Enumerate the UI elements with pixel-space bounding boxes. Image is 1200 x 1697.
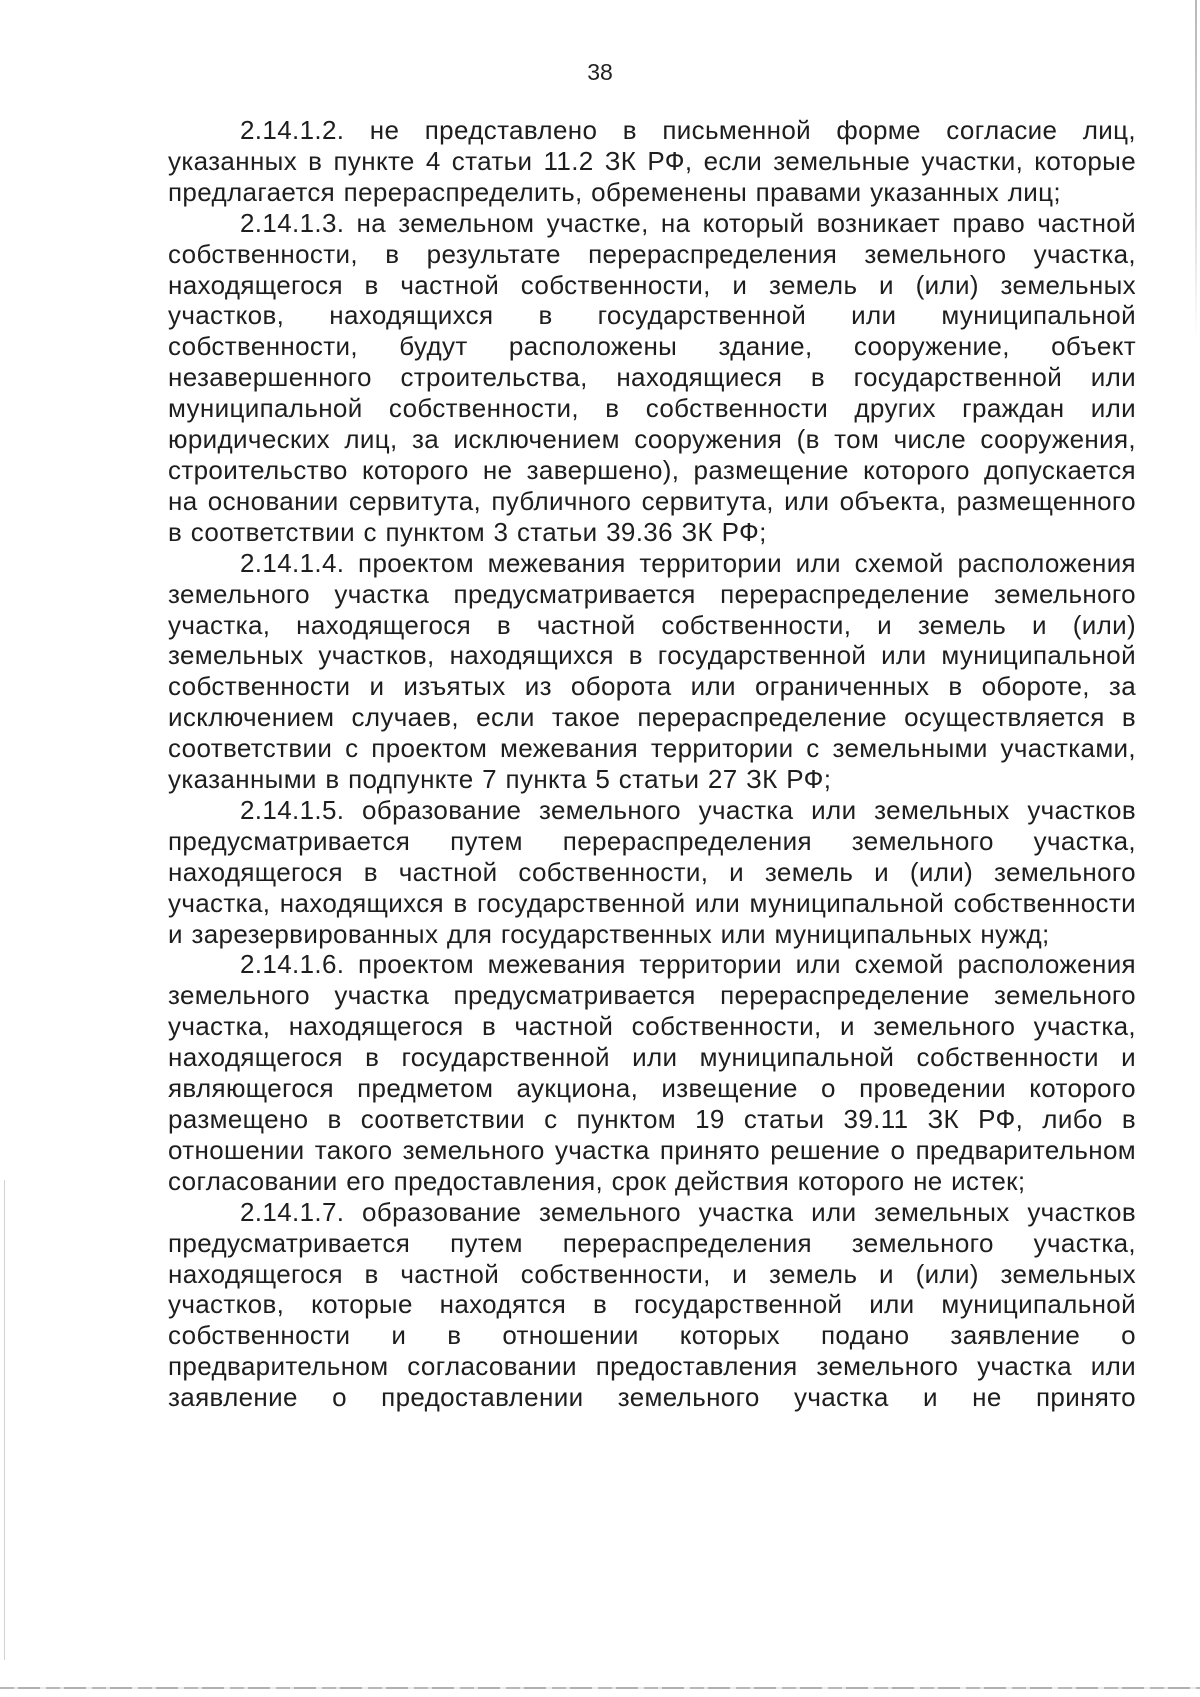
paragraph-2-14-1-5: 2.14.1.5. образование земельного участка или земельных участков предусматривается путем перераспределения земельного участка, находящегося в частной собственности, и земель и (или) земельного участка, находящихся в государственной или муниципальной собственности и зарезервированных для государственных или муниципальных нужд; (168, 794, 1136, 949)
paragraph-2-14-1-3: 2.14.1.3. на земельном участке, на который возникает право частной собственности, в результате перераспределения земельного участка, находящегося в частной собственности, и земель и (или) земельных участков, находящихся в государственной или муниципальной собственности, будут расположены здание, сооружение, объект незавершенного строительства, находящиеся в государственной или муниципальной собственности, в собственности других граждан или юридических лиц, за исключением сооружения (в том числе сооружения, строительство которого не завершено), размещение которого допускается на основании сервитута, публичного сервитута, или объекта, размещенного в соответствии с пунктом 3 статьи 39.36 ЗК РФ; (168, 207, 1136, 547)
scan-edge-artifact (4, 1180, 5, 1660)
paragraph-2-14-1-2: 2.14.1.2. не представлено в письменной форме согласие лиц, указанных в пункте 4 статьи 11.2 ЗК РФ, если земельные участки, которые предлагается перераспределить, обременены правами указанных лиц; (168, 115, 1136, 207)
paragraph-2-14-1-4: 2.14.1.4. проектом межевания территории или схемой расположения земельного участка предусматривается перераспределение земельного участка, находящегося в частной собственности, и земель и (или) земельных участков, находящихся в государственной или муниципальной собственности и изъятых из оборота или ограниченных в обороте, за исключением случаев, если такое перераспределение осуществляется в соответствии с проектом межевания территории с земельными участками, указанными в подпункте 7 пункта 5 статьи 27 ЗК РФ; (168, 547, 1136, 795)
page-number: 38 (587, 59, 613, 85)
paragraph-2-14-1-7: 2.14.1.7. образование земельного участка или земельных участков предусматривается путем перераспределения земельного участка, находящегося в частной собственности, и земель и (или) земельных участков, которые находятся в государственной или муниципальной собственности и в отношении которых подано заявление о предварительном согласовании предоставления земельного участка или заявление о предоставлении земельного участка и не принято (168, 1196, 1136, 1413)
paragraph-2-14-1-6: 2.14.1.6. проектом межевания территории или схемой расположения земельного участка предусматривается перераспределение земельного участка, находящегося в частной собственности, и земельного участка, находящегося в государственной или муниципальной собственности и являющегося предметом аукциона, извещение о проведении которого размещено в соответствии с пунктом 19 статьи 39.11 ЗК РФ, либо в отношении такого земельного участка принято решение о предварительном согласовании его предоставления, срок действия которого не истек; (168, 949, 1136, 1196)
scan-edge-artifact (0, 1687, 1200, 1689)
document-body (168, 115, 1136, 1413)
scan-edge-artifact (1195, 0, 1197, 340)
